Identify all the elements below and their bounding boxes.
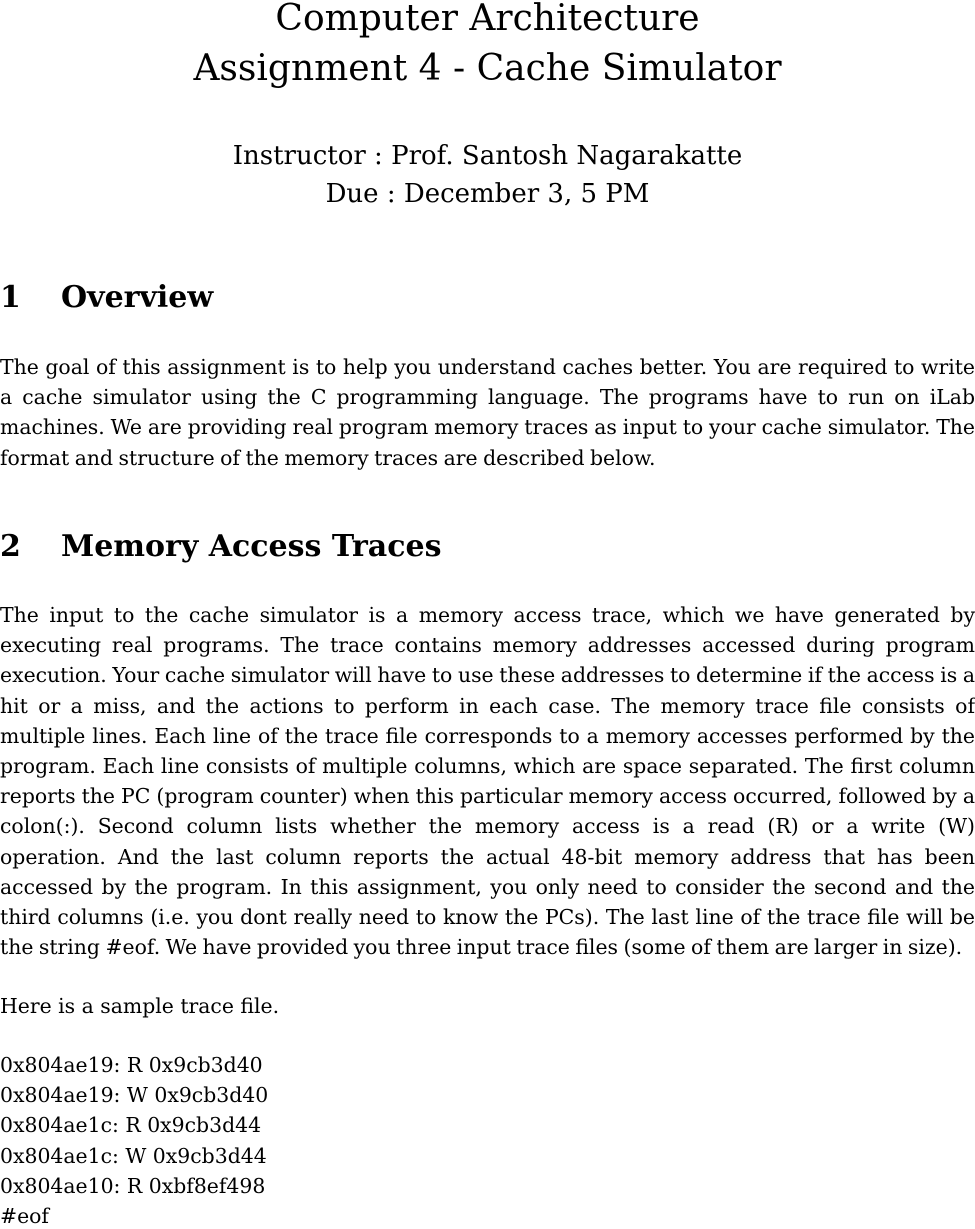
trace-line: 0x804ae1c: R 0x9cb3d44 [0,1113,262,1138]
trace-line: 0x804ae10: R 0xbf8ef498 [0,1173,266,1198]
section-number: 1 [0,280,21,315]
trace-sample-block [0,1050,268,1229]
sample-intro: Here is a sample trace file. [0,994,280,1018]
trace-eof-line: #eof [0,1203,49,1228]
document-subtitle: Assignment 4 - Cache Simulator [193,48,782,89]
title-block [0,0,975,94]
section-title: Overview [61,280,214,315]
instructor-line: Instructor : Prof. Santosh Nagarakatte [232,141,743,171]
document-title: Computer Architecture [275,0,700,39]
trace-line: 0x804ae19: W 0x9cb3d40 [0,1083,269,1108]
due-date-line: Due : December 3, 5 PM [325,179,650,209]
section-heading-overview [0,278,213,318]
section-heading-traces [0,527,441,567]
section-number: 2 [0,529,21,564]
traces-paragraph: The input to the cache simulator is a memory access trace, which we have generated by executing real programs. The trace contains memory addresses accessed during program execution. Your cache simulator will have to use these addresses to determine if the access is a hit or a miss, and the actions to perform in each case. The memory trace file consists of multiple lines. Each line of the trace file corresponds to a memory accesses performed by the program. Each line consists of multiple columns, which are space separated. The first column reports the PC (program counter) when this particular memory access occurred, followed by a colon(:). Second column lists whether the memory access is a read (R) or a write (W) operation. And the last column reports the actual 48-bit memory address that has been accessed by the program. In this assignment, you only need to consider the second and the third columns (i.e. you dont really need to know the PCs). The last line of the trace file will be the string #eof. We have provided you three input trace files (some of them are larger in size). [0,603,975,960]
meta-block [0,137,975,213]
overview-paragraph: The goal of this assignment is to help you understand caches better. You are required to write a cache simulator using the C programming language. The programs have to run on iLab machines. We are providing real program memory traces as input to your cache simulator. The format and structure of the memory traces are described below. [0,355,975,470]
section-title: Memory Access Traces [61,529,442,564]
trace-line: 0x804ae1c: W 0x9cb3d44 [0,1143,267,1168]
trace-line: 0x804ae19: R 0x9cb3d40 [0,1053,263,1077]
